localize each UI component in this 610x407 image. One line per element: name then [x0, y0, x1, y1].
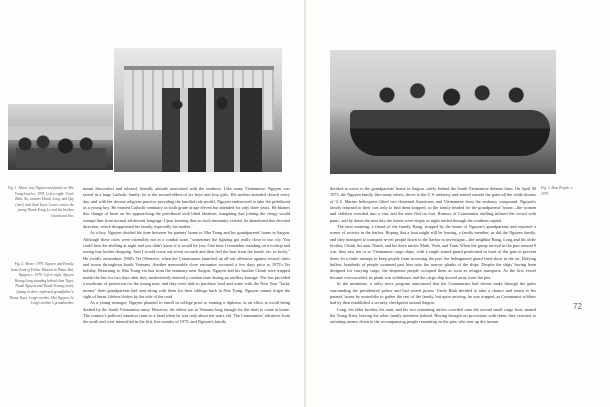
- family-house-photo: [114, 48, 282, 172]
- body-paragraph: Long, his elder brother, his aunt, and his two remaining uncles crowded onto the second small cargo boat, named the Trung Kien, leaving the other family members behind. Having brought no provisions with them, they resorted to rationing money down to the accompanying people remaining on the pier, who sent up dry instant: [330, 306, 536, 325]
- book-gutter: [304, 0, 306, 407]
- caption-fig-2: Fig. 2. Above: 1979. Nguyen and Family, home front of Father Mission in Phuoc Hai, Nguyen, c. 1970. Left to right: Nguyen Hoang Long standing behind Aunt Tuyet, Thanh Nguyen and Thanh Truong (rear), Quang in their confirmed grandfather's, Thuan Tuyet, Long's mother, Mai Nguyen, Le Long's mother's grandmother.: [9, 262, 74, 306]
- body-paragraph: meant discomfort and relaxed, friendly attitude associated with the seashore. Like many Vietnamese, Nguyen was raised in a large Catholic family: he is the second-eldest of six boys and four girls. His mother attended church every day, and with her devout religious practice providing the familial role model, Nguyen endeavored to take the priesthood as a young boy. He entered Catholic seminary in sixth grade at age eleven but attended for only three years. He blames this change of heart on his approaching the priesthood with blind idealism, imagining that joining the clergy would exempt him from normal adolescent longings. Upon learning that no such immunity existed, he abandoned this devoted direction, which disappointed his family, especially his mother.: [83, 186, 290, 230]
- body-paragraph: As a young teenager, Nguyen planned to enroll in college prior to earning a diploma, in an effort to avoid being drafted by the South Vietnamese army. However, his oldest son in Vietnam long enough for the draft to come at home. The country's political situation came to a head when he was only about ten years old. The Communists' advances from the north and west intensified in the first five months of 1975, and Nguyen's family: [83, 300, 290, 325]
- body-paragraph: In the meantime, a radio news program announced that the Communists had driven tanks through the gates surrounding the presidential palace and had seized power. Uncle Binh decided to take a chance and return to his parents' house by motorbike to gather the rest of the family, but upon arriving, he was trapped, as Communist soldiers had by then established a security checkpoint around Saigon.: [330, 281, 536, 306]
- left-page-body: [83, 186, 290, 326]
- body-paragraph: As a boy, Nguyen divided his time between his parents' home in Nha Trang and his grandparents' home in Saigon. Although these cities were ostensibly not in a combat zone, "sometimes the fighting got really close to our city. You could hear the shelling at night and you didn't know if it would hit you. One time I remember standing on a rooftop and seeing tiny bodies dropping. And I would come out seven seconds and then feel the heat from the bomb, far, so lucky." He vividly remembers 1968's Tet Offensive, when the Communists launched an all-out offensive against several cities and towns throughout South Vietnam. Another memorable close encounter occurred a few days prior to 1975's Tet holiday. Returning to Nha Trang via bus from the seminary near Saigon, Nguyen and his brother Chinh were trapped inside the bus for two days after they inadvertently entered a combat zone during an artillery barrage. The bus provided a modicum of protection for the young men, and they were able to purchase food and water with the New Year "lucky money" their grandparents had sent along with them for their siblings back in Nha Trang. Nguyen cannot forget the sight of burnt, lifeless bodies by the side of the road.: [83, 230, 290, 299]
- right-page-body: [330, 186, 536, 326]
- body-paragraph: decided to move to the grandparents' house in Saigon, safely behind the South Vietnamese defense lines. On April 30 1975, the Nguyen family, like many others, drove to the U.S. embassy and waited outside the gates all the while dozens of U.S. Marine helicopters lifted two thousand Americans and Vietnamese from the embassy compound. Nguyen's family returned to their cars only to find them stripped, so the family headed for the grandparents' house—the women and children crowded into a van, and the men fled on foot. Rumors of Communist shelling infused the crowd with panic, and by dawn the next day the streets were empty as night settled through the southern capital.: [330, 186, 536, 223]
- body-paragraph: The next morning, a friend of the family, Bang, stopped by the home of Nguyen's grandparents and reported a rumor of activity in the harbor. Hoping that a boat might still be leaving, a family member, as did the Nguyen family, and they managed to transport seven people down to the harbor to investigate—the neighbor Bang, Long and his older brother, Chinh, his aunt Thanh, and his three uncles Minh, Vinh, and Tuan. When the group arrived in the port around 9 a.m. they saw ten or so Vietnamese cargo ships, with a single armed guard positioned in front of the gate to prevent them. In a futile attempt to keep people from accessing the pier, the beleaguered guard fired shots in the air. Defying bullets, hundreds of people swarmed past him onto the narrow planks of the ships. Despite the ships' having been designed for carrying cargo, the desperate people occupied them as soon as refugee transports. As the first vessel became overcrowded, its plank was withdrawn, and the cargo ship moved away from the pier.: [330, 224, 536, 280]
- caption-fig-3: Fig. 3. Boat People, c. 1975.: [541, 186, 574, 196]
- caption-fig-1: Fig. 1. Above: boy Nguyen and family on Nha Trang beach c. 1978. Left to right: Uncle Binh, Nu, cousins Thanh, Long, and Quy (rear) with Aunt Tuyet. Lower center, the young Thanh Trung Le and his brother, Chanh and Son.: [8, 186, 75, 218]
- boat-people-photo: [330, 50, 556, 174]
- family-beach-photo: [8, 104, 113, 170]
- page-number: 72: [573, 302, 582, 311]
